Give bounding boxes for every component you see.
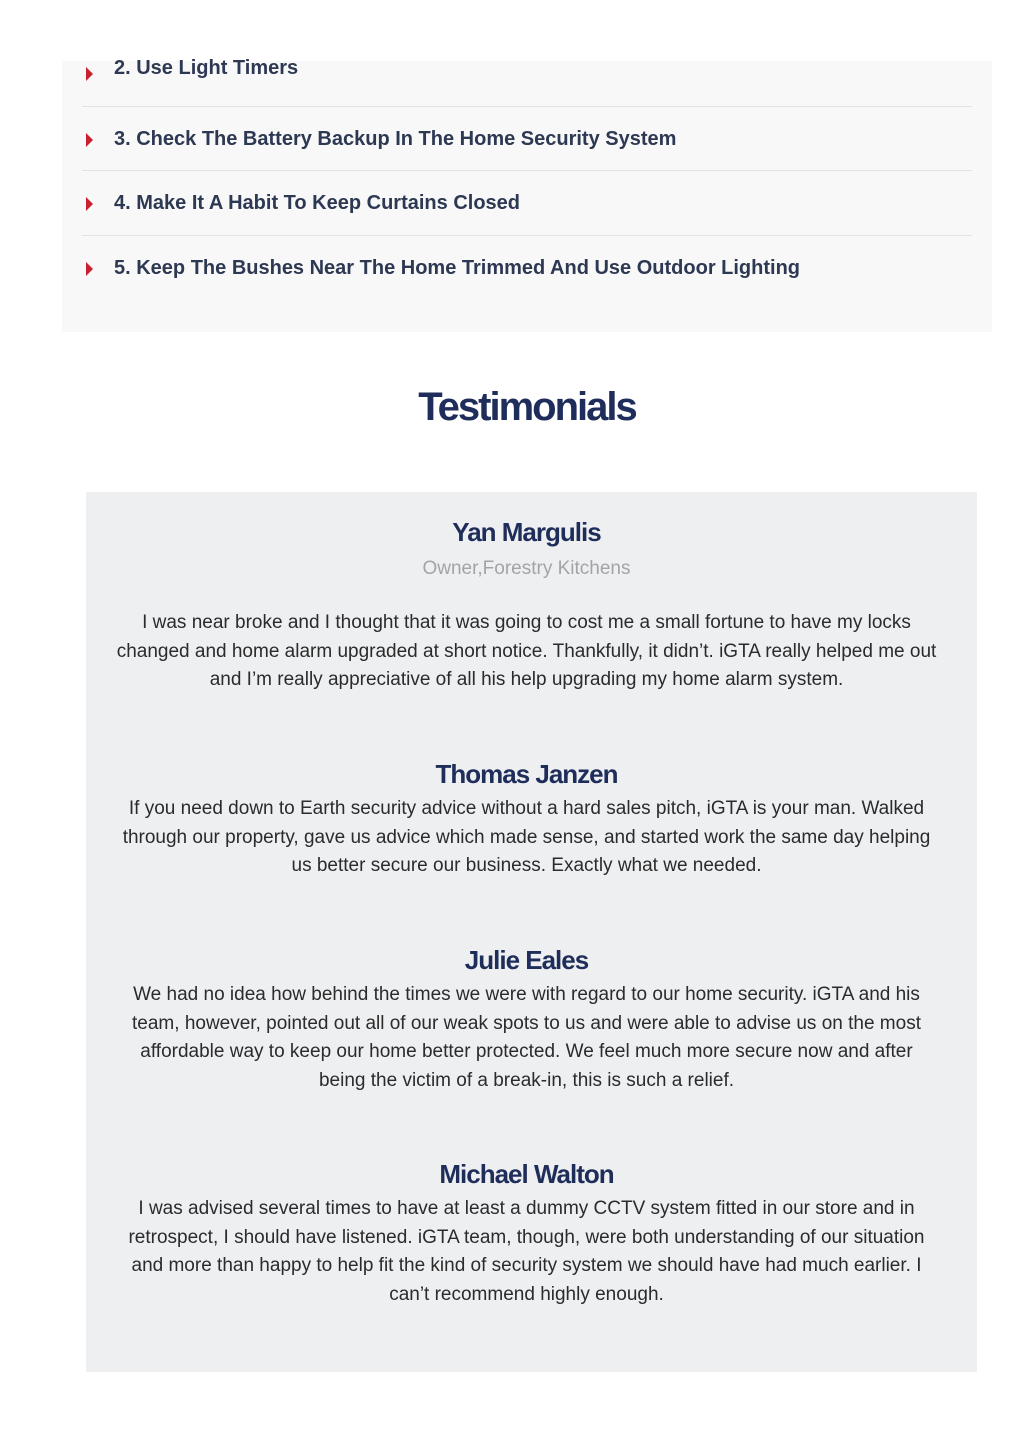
- tips-accordion: [62, 57, 992, 332]
- testimonials-panel: [86, 492, 977, 1372]
- testimonial-quote: We had no idea how behind the times we were with regard to our home security. iGTA and his team, however, pointed out all of our weak spots to us and were able to advise us on the most affordable way to keep our home better protected. We feel much more secure now and after being the victim of a break-in, this is such a relief.: [132, 984, 921, 1091]
- testimonial-author-name: Julie Eales: [464, 945, 589, 975]
- testimonial-quote: I was advised several times to have at least a dummy CCTV system fitted in our store and in retrospect, I should have listened. iGTA team, though, were both understanding of our situation and more than happy to help fit the kind of security system we should have had much earlier. I can’t recommend highly enough.: [128, 1198, 925, 1305]
- accordion-item-bushes-trimmed[interactable]: [82, 235, 972, 300]
- accordion-item-label: 2. Use Light Timers: [114, 57, 299, 79]
- testimonial-author-name: Thomas Janzen: [435, 759, 618, 789]
- accordion-item-curtains-closed[interactable]: [82, 170, 972, 235]
- testimonial-author-name: Yan Margulis: [452, 517, 601, 547]
- caret-right-icon: [86, 133, 93, 147]
- caret-right-icon: [86, 67, 93, 81]
- testimonial-quote: If you need down to Earth security advice without a hard sales pitch, iGTA is your man. Walked through our property, gave us advice which made sense, and started work the same day helping us better secure our business. Exactly what we needed.: [122, 798, 931, 876]
- testimonial-quote: I was near broke and I thought that it was going to cost me a small fortune to have my locks changed and home alarm upgraded at short notice. Thankfully, it didn’t. iGTA really helped me out and I’m really appreciative of all his help upgrading my home alarm system.: [116, 612, 937, 690]
- testimonials-heading: Testimonials: [418, 385, 636, 429]
- accordion-item-label: 5. Keep The Bushes Near The Home Trimmed And Use Outdoor Lighting: [114, 257, 801, 279]
- caret-right-icon: [86, 262, 93, 276]
- testimonial-author-name: Michael Walton: [439, 1159, 614, 1189]
- accordion-item-label: 3. Check The Battery Backup In The Home Security System: [114, 128, 677, 150]
- accordion-item-battery-backup[interactable]: [82, 106, 972, 171]
- accordion-item-label: 4. Make It A Habit To Keep Curtains Closed: [114, 192, 520, 214]
- caret-right-icon: [86, 197, 93, 211]
- testimonial-author-role: Owner,Forestry Kitchens: [422, 558, 631, 579]
